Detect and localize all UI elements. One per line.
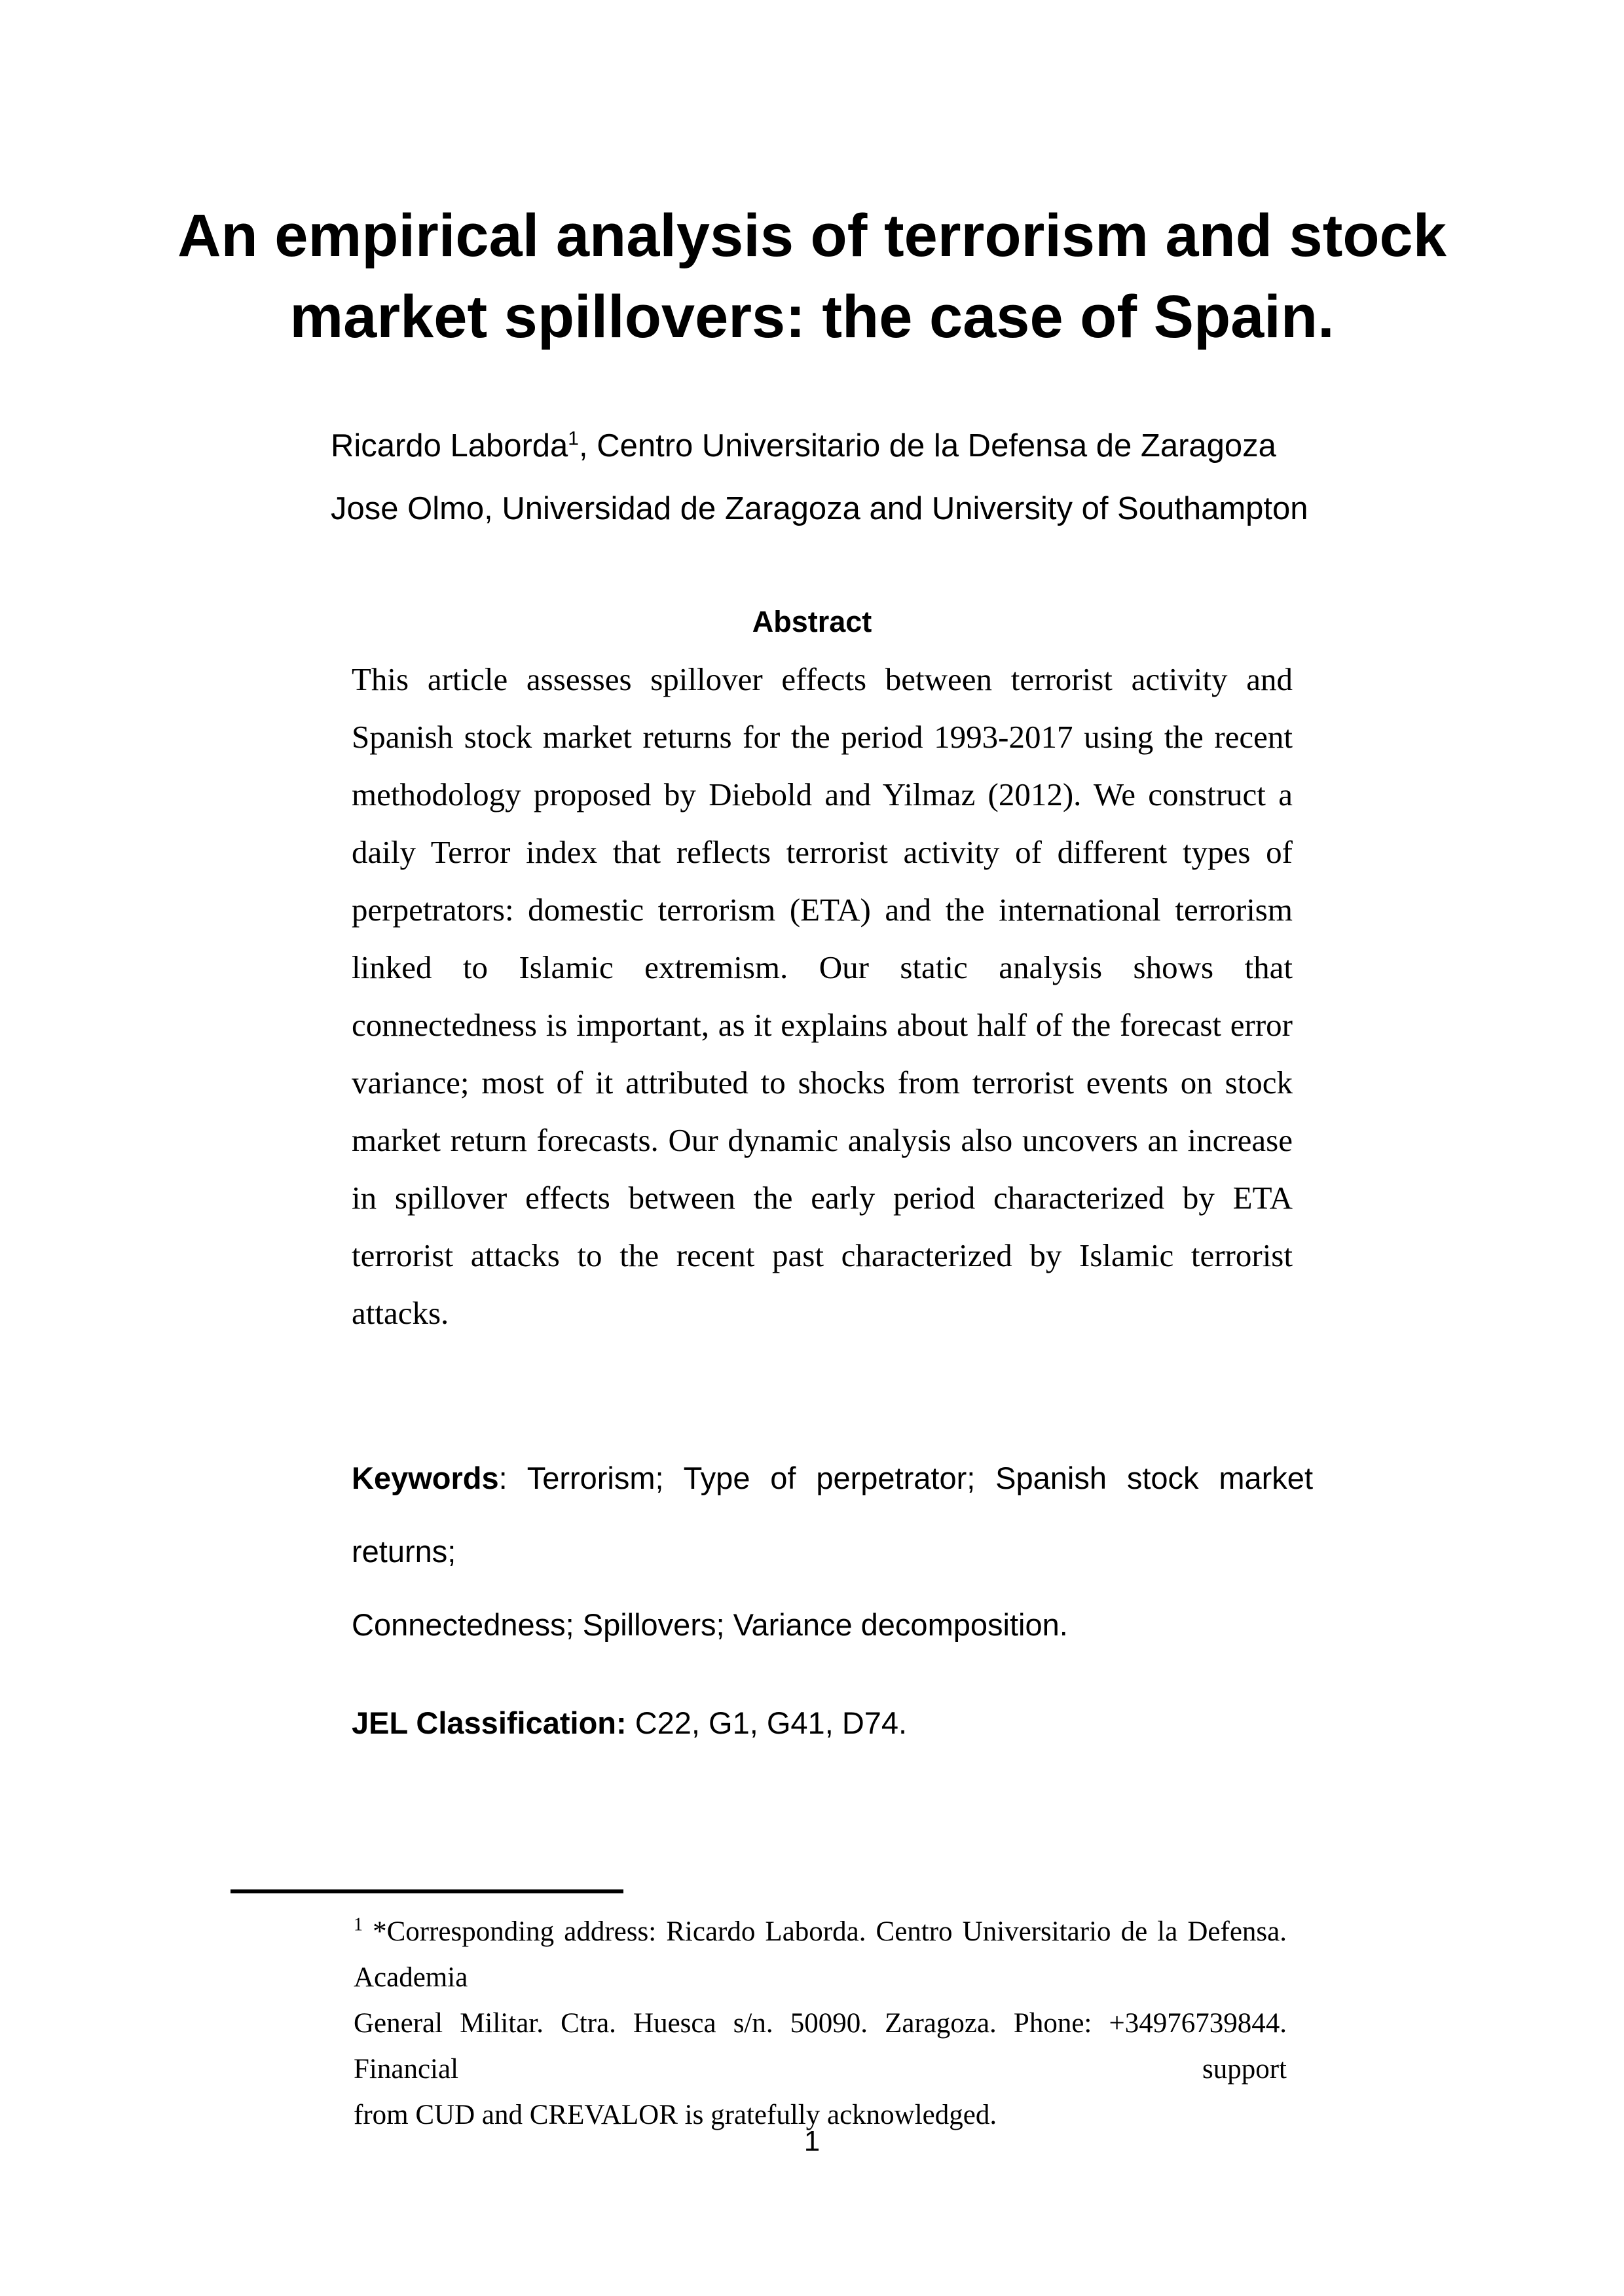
jel-codes: C22, G1, G41, D74. xyxy=(626,1705,908,1740)
paper-title xyxy=(0,195,1624,357)
abstract-body xyxy=(352,651,1293,1342)
paper-title-line1: An empirical analysis of terrorism and stock xyxy=(177,202,1447,269)
abstract-line: variance; most of it attributed to shocks from terrorist events on stock xyxy=(352,1065,1293,1101)
keywords-line-2: Connectedness; Spillovers; Variance decomposition. xyxy=(352,1607,1068,1642)
abstract-heading: Abstract xyxy=(752,605,872,638)
keywords-block xyxy=(352,1442,1313,1662)
abstract-line: market return forecasts. Our dynamic analysis also uncovers an increase xyxy=(352,1122,1293,1158)
author1-name: Ricardo Laborda xyxy=(331,428,568,464)
author1-affiliation: , Centro Universitario de la Defensa de Zaragoza xyxy=(578,428,1276,464)
keywords-label: Keywords xyxy=(352,1461,499,1495)
abstract-line: connectedness is important, as it explains about half of the forecast error xyxy=(352,1007,1293,1043)
footnote-area xyxy=(231,1889,1288,2138)
footnote-line1-text: *Corresponding address: Ricardo Laborda. Centro Universitario de la Defensa. Academia xyxy=(354,1916,1287,1993)
abstract-line: terrorist attacks to the recent past characterized by Islamic terrorist xyxy=(352,1237,1293,1273)
abstract-line: in spillover effects between the early period characterized by ETA xyxy=(352,1180,1293,1216)
author-line-1 xyxy=(331,427,1624,465)
page-number: 1 xyxy=(803,2125,821,2157)
footnote-line-3: from CUD and CREVALOR is gratefully acknowledged. xyxy=(354,2100,997,2130)
abstract-line: perpetrators: domestic terrorism (ETA) and the international terrorism xyxy=(352,892,1293,928)
author-block xyxy=(331,427,1624,528)
footnote-line-1 xyxy=(354,1909,1287,2001)
abstract-line: Spanish stock market returns for the period 1993-2017 using the recent xyxy=(352,719,1293,755)
keywords-list-part1: : Terrorism; Type of perpetrator; Spanish stock market returns; xyxy=(352,1461,1313,1569)
abstract-line: attacks. xyxy=(352,1295,449,1331)
jel-label: JEL Classification: xyxy=(352,1705,627,1740)
footnote-text xyxy=(354,1909,1287,2138)
footnote-marker: 1 xyxy=(354,1914,363,1935)
abstract-line: This article assesses spillover effects between terrorist activity and xyxy=(352,661,1293,697)
author-line-2: Jose Olmo, Universidad de Zaragoza and University of Southampton xyxy=(331,491,1308,526)
abstract-line: methodology proposed by Diebold and Yilmaz (2012). We construct a xyxy=(352,776,1293,812)
keywords-line-1 xyxy=(352,1442,1313,1588)
jel-classification xyxy=(352,1686,1313,1760)
footnote-separator-rule xyxy=(231,1889,623,1893)
abstract-line: daily Terror index that reflects terrorist activity of different types of xyxy=(352,834,1293,870)
paper-title-line2: market spillovers: the case of Spain. xyxy=(289,283,1335,350)
footnote-line-2: General Militar. Ctra. Huesca s/n. 50090. Zaragoza. Phone: +34976739844. Financial support xyxy=(354,2008,1287,2085)
abstract-line: linked to Islamic extremism. Our static analysis shows that xyxy=(352,949,1293,985)
author1-footnote-marker: 1 xyxy=(568,428,579,450)
